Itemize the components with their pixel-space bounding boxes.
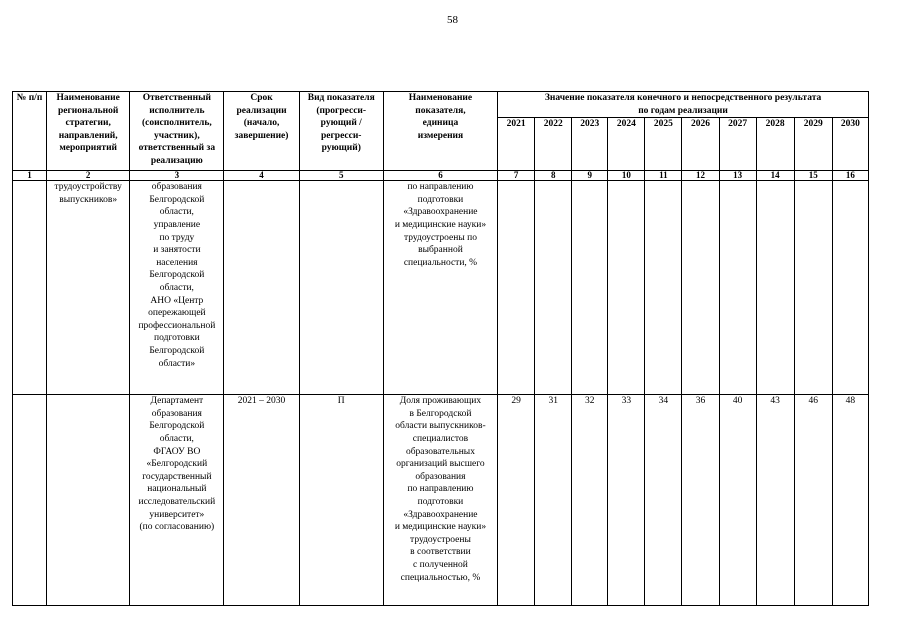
column-number: 8 <box>535 171 572 181</box>
executor-cell: Департамент образования Белгородской области, ФГАОУ ВО «Белгородский государственный национальный исследовательский университет» (по согласованию) <box>130 395 224 606</box>
value-cell <box>572 181 608 395</box>
header-year: 2026 <box>682 118 719 171</box>
value-cell <box>498 181 535 395</box>
value-cell: 29 <box>498 395 535 606</box>
value-cell <box>756 181 794 395</box>
column-number: 12 <box>682 171 719 181</box>
column-number: 6 <box>383 171 497 181</box>
value-cell <box>608 181 645 395</box>
header-year: 2022 <box>535 118 572 171</box>
column-number: 9 <box>572 171 608 181</box>
column-number: 10 <box>608 171 645 181</box>
header-year: 2023 <box>572 118 608 171</box>
header-indicator-name: Наименование показателя, единица измерения <box>383 92 497 171</box>
header-executor: Ответственный исполнитель (соисполнитель, участник), ответственный за реализацию <box>130 92 224 171</box>
value-cell <box>832 181 868 395</box>
header-year: 2021 <box>498 118 535 171</box>
value-cell: 33 <box>608 395 645 606</box>
column-number-row <box>13 171 869 181</box>
column-number: 1 <box>13 171 47 181</box>
header-number: № п/п <box>13 92 47 171</box>
row-number-cell <box>13 395 47 606</box>
column-number: 2 <box>47 171 130 181</box>
value-cell: 32 <box>572 395 608 606</box>
indicator-type-cell: П <box>299 395 383 606</box>
column-number: 7 <box>498 171 535 181</box>
header-year: 2027 <box>719 118 756 171</box>
value-cell: 48 <box>832 395 868 606</box>
column-number: 5 <box>299 171 383 181</box>
row-number-cell <box>13 181 47 395</box>
value-cell: 43 <box>756 395 794 606</box>
value-cell <box>682 181 719 395</box>
column-number: 16 <box>832 171 868 181</box>
value-cell <box>719 181 756 395</box>
value-cell <box>645 181 682 395</box>
period-cell: 2021 – 2030 <box>224 395 299 606</box>
header-year: 2028 <box>756 118 794 171</box>
column-number: 15 <box>794 171 832 181</box>
header-year: 2030 <box>832 118 868 171</box>
value-cell: 34 <box>645 395 682 606</box>
header-year: 2024 <box>608 118 645 171</box>
header-year: 2029 <box>794 118 832 171</box>
header-year: 2025 <box>645 118 682 171</box>
page-number: 58 <box>447 14 458 26</box>
table-row <box>13 181 869 395</box>
period-cell <box>224 181 299 395</box>
column-number: 3 <box>130 171 224 181</box>
value-cell: 31 <box>535 395 572 606</box>
header-strategy: Наименование региональной стратегии, направлений, мероприятий <box>47 92 130 171</box>
strategy-cell: трудоустройству выпускников» <box>47 181 130 395</box>
indicator-name-cell: Доля проживающих в Белгородской области выпускников- специалистов образовательных организаций высшего образования по направлению подготовки «Здравоохранение и медицинские науки» трудоустроены в соответствии с полученной специальностью, % <box>383 395 497 606</box>
executor-cell: образования Белгородской области, управление по труду и занятости населения Белгородской области, АНО «Центр опережающей профессиональной подготовки Белгородской области» <box>130 181 224 395</box>
column-number: 14 <box>756 171 794 181</box>
indicator-table <box>12 91 869 606</box>
table-row <box>13 395 869 606</box>
indicator-type-cell <box>299 181 383 395</box>
value-cell: 36 <box>682 395 719 606</box>
column-number: 13 <box>719 171 756 181</box>
header-indicator-type: Вид показателя (прогресси- рующий / регресси- рующий) <box>299 92 383 171</box>
value-cell: 46 <box>794 395 832 606</box>
header-period: Срок реализации (начало, завершение) <box>224 92 299 171</box>
strategy-cell <box>47 395 130 606</box>
value-cell <box>535 181 572 395</box>
column-number: 4 <box>224 171 299 181</box>
column-number: 11 <box>645 171 682 181</box>
value-cell: 40 <box>719 395 756 606</box>
header-years-group: Значение показателя конечного и непосредственного результата по годам реализации <box>498 92 869 118</box>
value-cell <box>794 181 832 395</box>
indicator-name-cell: по направлению подготовки «Здравоохранение и медицинские науки» трудоустроены по выбранной специальности, % <box>383 181 497 395</box>
